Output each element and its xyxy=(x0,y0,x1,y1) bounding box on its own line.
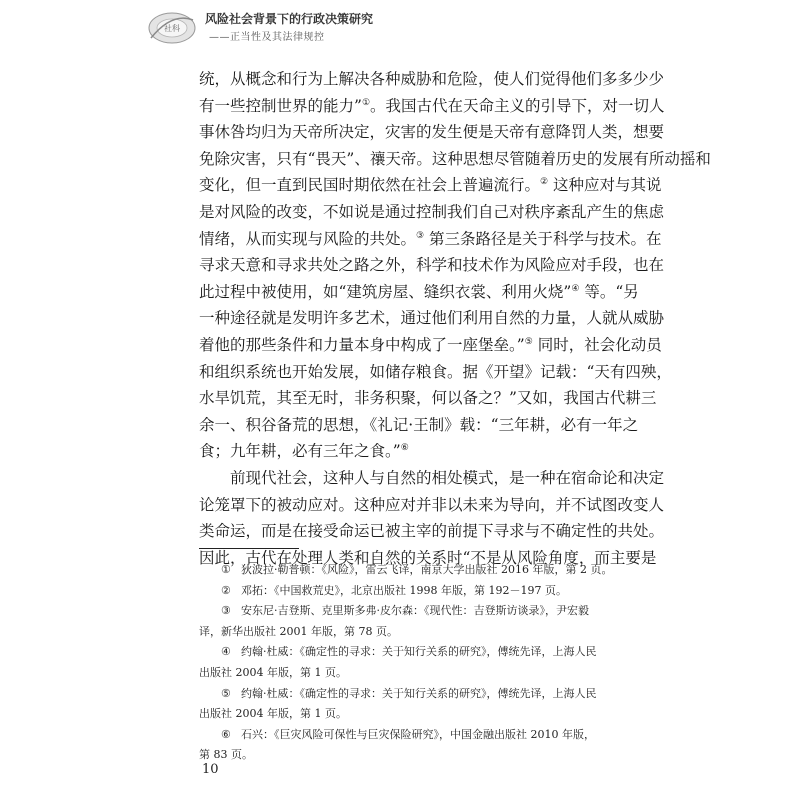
footnote-text: 第 83 页。 xyxy=(199,748,253,762)
body-line xyxy=(199,279,639,306)
footnote-text: 石兴：《巨灾风险可保性与巨灾保险研究》，中国金融出版社 2010 年版， xyxy=(241,727,595,741)
body-line xyxy=(199,226,662,253)
footnote-text: 约翰·杜威：《确定性的寻求：关于知行关系的研究》，傅统先译，上海人民 xyxy=(241,686,597,700)
footnote-text: 狄波拉·勒普顿：《风险》，雷云飞译，南京大学出版社 2016 年版，第 2 页。 xyxy=(241,563,613,576)
footnote-number: ④ xyxy=(221,645,231,659)
body-line xyxy=(199,305,665,332)
body-line xyxy=(199,518,665,545)
body-line xyxy=(199,412,639,439)
body-line-text: 变化，但一直到民国时期依然在社会上普遍流行。 xyxy=(199,176,541,195)
footnote-text: 出版社 2004 年版，第 1 页。 xyxy=(199,707,347,721)
footnote-number: ③ xyxy=(221,604,231,618)
body-text xyxy=(199,66,711,571)
footnote xyxy=(199,601,632,642)
body-line-tail: 等。“另 xyxy=(579,282,639,301)
footnote-text: 出版社 2004 年版，第 1 页。 xyxy=(199,665,347,679)
body-line-text: 免除灾害，只有“畏天”、禳天帝。这种思想尽管随着历史的发展有所动摇和 xyxy=(199,149,711,168)
body-line-tail: 同时，社会化动员 xyxy=(532,335,662,354)
body-line-text: 此过程中被使用，如“建筑房屋、缝织衣裳、利用火烧” xyxy=(199,282,572,301)
footnote-number: ⑥ xyxy=(221,727,231,741)
body-line-text: 余一、积谷备荒的思想，《礼记·王制》载：“三年耕，必有一年之 xyxy=(199,415,639,434)
body-line-tail: 这种应对与其说 xyxy=(548,176,662,195)
footnote-divider xyxy=(199,548,299,549)
page-number: 10 xyxy=(202,762,219,777)
footnote-marker: ⑤ xyxy=(524,336,533,347)
body-line xyxy=(199,66,665,93)
footnote-text: 邓拓：《中国救荒史》，北京出版社 1998 年版，第 192－197 页。 xyxy=(241,583,567,597)
footnote xyxy=(199,642,632,683)
footnote-marker: ④ xyxy=(571,283,580,294)
footnote-text: 约翰·杜威：《确定性的寻求：关于知行关系的研究》，傅统先译，上海人民 xyxy=(241,645,597,659)
footnote-number: ⑤ xyxy=(221,686,231,700)
body-line-text: 论笼罩下的被动应对。这种应对并非以未来为导向，并不试图改变人 xyxy=(199,495,665,514)
body-line-tail: 第三条路径是关于科学与技术。在 xyxy=(424,229,662,248)
running-header xyxy=(147,6,377,52)
footnote-number: ① xyxy=(221,563,231,576)
footnote-marker: ⑥ xyxy=(400,443,409,454)
footnote-marker: ① xyxy=(361,97,371,108)
body-line xyxy=(199,438,632,465)
body-line-tail: 。我国古代在天命主义的引导下，对一切人 xyxy=(370,96,665,115)
body-line-text: 事休咎均归为天帝所决定，灾害的发生便是天帝有意降罚人类，想要 xyxy=(199,123,665,142)
footnote xyxy=(199,725,632,766)
footnote-text: 安东尼·吉登斯、克里斯多弗·皮尔森：《现代性：吉登斯访谈录》，尹宏毅 xyxy=(241,604,589,618)
book-subtitle: ——正当性及其法律规控 xyxy=(209,32,325,43)
body-line-text: 一种途径就是发明许多艺术，通过他们利用自然的力量，人就从威胁 xyxy=(199,309,665,328)
body-line xyxy=(199,332,662,359)
svg-text:社科: 社科 xyxy=(164,24,180,33)
book-logo-icon xyxy=(147,8,197,46)
body-line-text: 和组织系统也开始发展，如储存粮食。据《开望》记载：“天有四殃， xyxy=(199,362,672,381)
book-title: 风险社会背景下的行政决策研究 xyxy=(205,12,374,26)
footnote xyxy=(199,684,632,725)
body-line-text: 前现代社会，这种人与自然的相处模式，是一种在宿命论和决定 xyxy=(230,468,665,487)
body-line-text: 是对风险的改变，不如说是通过控制我们自己对秩序紊乱产生的焦虑 xyxy=(199,202,665,221)
footnote-text: 译，新华出版社 2001 年版，第 78 页。 xyxy=(199,624,398,638)
body-line xyxy=(199,93,665,120)
footnote xyxy=(199,560,632,581)
body-line xyxy=(199,199,665,226)
footnote-number: ② xyxy=(221,583,231,597)
body-line xyxy=(199,385,657,412)
body-line-text: 食；九年耕，必有三年之食。” xyxy=(199,442,401,461)
body-line xyxy=(199,492,665,519)
footnotes xyxy=(199,560,632,766)
body-line xyxy=(199,119,665,146)
body-line-text: 统，从概念和行为上解决各种威胁和危险，使人们觉得他们多多少少 xyxy=(199,70,665,88)
body-line xyxy=(199,252,665,279)
body-line-text: 情绪，从而实现与风险的共处。 xyxy=(199,229,417,248)
body-line xyxy=(199,172,662,199)
body-line-text: 因此，古代在处理人类和自然的关系时“不是从风险角度，而主要是 xyxy=(199,548,657,567)
footnote-marker: ② xyxy=(540,177,549,188)
body-line-text: 寻求天意和寻求共处之路之外，科学和技术作为风险应对手段，也在 xyxy=(199,256,665,275)
body-line-text: 着他的那些条件和力量本身中构成了一座堡垒。” xyxy=(199,335,525,354)
body-line xyxy=(199,146,711,173)
footnote xyxy=(199,581,632,602)
body-line-text: 水旱饥荒，其至无时，非务积聚，何以备之？”又如，我国古代耕三 xyxy=(199,389,657,408)
body-line xyxy=(199,359,672,386)
body-line-text: 有一些控制世界的能力” xyxy=(199,96,362,115)
footnote-marker: ③ xyxy=(416,230,425,241)
body-line xyxy=(199,465,665,492)
body-line-text: 类命运，而是在接受命运已被主宰的前提下寻求与不确定性的共处。 xyxy=(199,522,665,541)
